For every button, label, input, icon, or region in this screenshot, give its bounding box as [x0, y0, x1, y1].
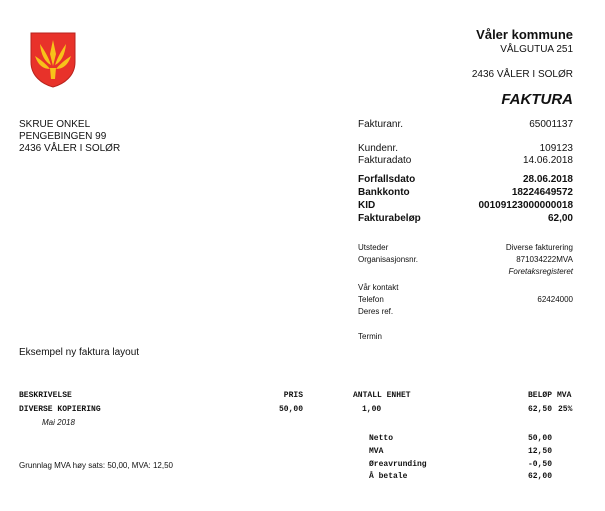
- line-item-beskrivelse: DIVERSE KOPIERING: [19, 405, 101, 414]
- kundenr-value: 109123: [539, 143, 573, 154]
- total-value-netto: 50,00: [527, 434, 552, 443]
- deres-ref-label: Deres ref.: [358, 307, 394, 316]
- utsteder-value: Diverse fakturering: [505, 243, 573, 252]
- fakturadato-label: Fakturadato: [358, 155, 412, 166]
- forfallsdato-value: 28.06.2018: [522, 174, 573, 185]
- bankkonto-value: 18224649572: [511, 187, 573, 198]
- fakturadato-value: 14.06.2018: [522, 155, 573, 166]
- telefon-value: 62424000: [537, 295, 573, 304]
- total-label-oreavrunding: Øreavrunding: [369, 460, 427, 469]
- telefon-label: Telefon: [358, 295, 384, 304]
- total-value-mva: 12,50: [527, 447, 552, 456]
- recipient-city: 2436 VÅLER I SOLØR: [19, 143, 121, 154]
- line-item-pris: 50,00: [278, 405, 303, 414]
- sender-city: 2436 VÅLER I SOLØR: [471, 69, 573, 80]
- recipient-name: SKRUE ONKEL: [19, 119, 91, 130]
- sender-name: Våler kommune: [476, 27, 573, 42]
- total-label-netto: Netto: [369, 434, 394, 443]
- document-title: FAKTURA: [501, 91, 573, 108]
- col-header-mva: MVA: [557, 391, 572, 400]
- kundenr-label: Kundenr.: [358, 143, 399, 154]
- fakturabelop-value: 62,00: [547, 213, 573, 224]
- fakturanr-label: Fakturanr.: [358, 119, 404, 130]
- total-label-mva: MVA: [369, 447, 384, 456]
- forfallsdato-label: Forfallsdato: [358, 174, 416, 185]
- bankkonto-label: Bankkonto: [358, 187, 410, 198]
- total-value-a-betale: 62,00: [527, 472, 552, 481]
- col-header-pris: PRIS: [283, 391, 303, 400]
- kontakt-label: Vår kontakt: [358, 283, 399, 292]
- line-item-period: Mai 2018: [42, 418, 75, 427]
- orgnr-value: 871034222MVA: [516, 255, 573, 264]
- kid-value: 00109123000000018: [478, 200, 573, 211]
- fakturanr-value: 65001137: [529, 119, 573, 130]
- sender-street: VÅLGUTUA 251: [500, 44, 573, 55]
- foretaksregisteret-text: Foretaksregisteret: [508, 267, 573, 276]
- municipality-coat-of-arms-icon: [30, 32, 76, 88]
- recipient-street: PENGEBINGEN 99: [19, 131, 107, 142]
- total-value-oreavrunding: -0,50: [527, 460, 552, 469]
- orgnr-label: Organisasjonsnr.: [358, 255, 419, 264]
- col-header-belop: BELØP: [527, 391, 552, 400]
- mva-grunnlag-text: Grunnlag MVA høy sats: 50,00, MVA: 12,50: [19, 461, 174, 470]
- col-header-antall: ANTALL ENHET: [353, 391, 411, 400]
- line-item-mva: 25%: [558, 405, 573, 414]
- kid-label: KID: [358, 200, 376, 211]
- termin-label: Termin: [358, 332, 383, 341]
- col-header-beskrivelse: BESKRIVELSE: [19, 391, 72, 400]
- line-item-belop: 62,50: [527, 405, 552, 414]
- total-label-a-betale: Å betale: [369, 472, 408, 481]
- fakturabelop-label: Fakturabeløp: [358, 213, 421, 224]
- utsteder-label: Utsteder: [358, 243, 389, 252]
- invoice-note: Eksempel ny faktura layout: [19, 347, 140, 358]
- line-item-antall: 1,00: [362, 405, 382, 414]
